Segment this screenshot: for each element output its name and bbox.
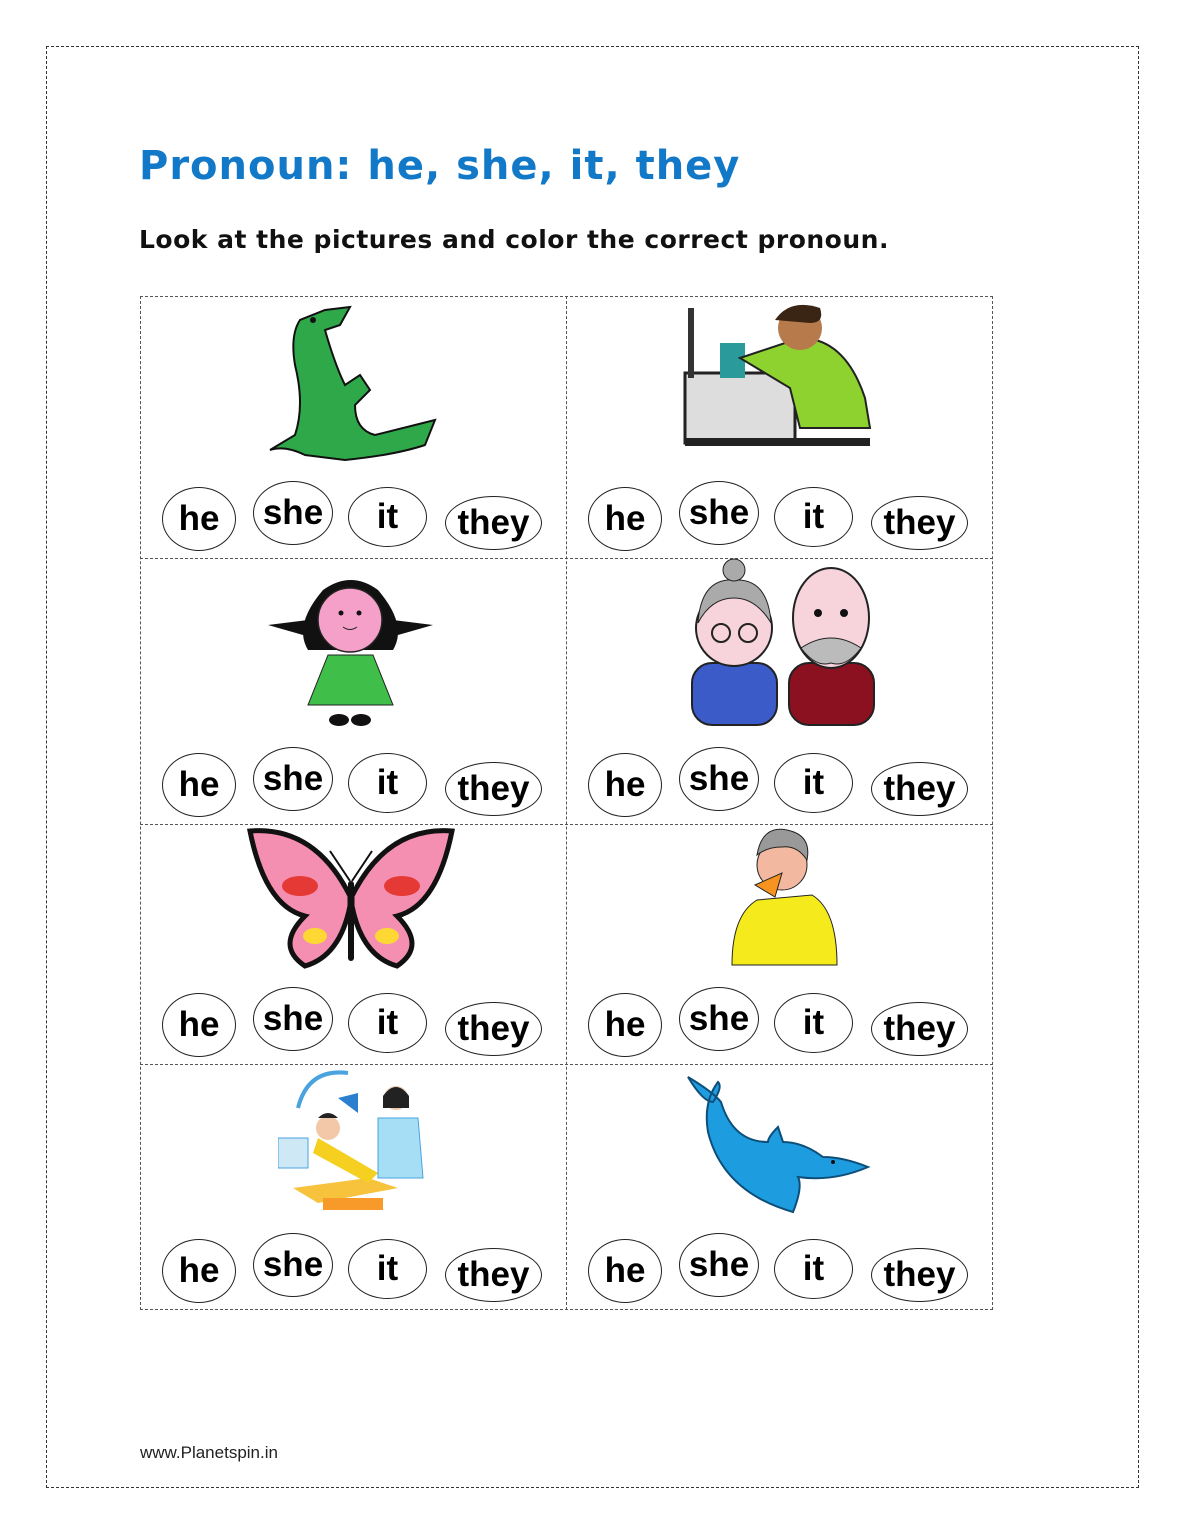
pronoun-option-she[interactable]: she	[679, 747, 759, 811]
pronoun-option-they[interactable]: they	[445, 1248, 542, 1302]
girl-icon	[263, 565, 438, 734]
pronoun-option-he[interactable]: he	[162, 1239, 236, 1303]
butterfly-icon	[245, 826, 457, 975]
pronoun-option-he[interactable]: he	[162, 753, 236, 817]
grid-divider	[140, 1064, 993, 1065]
pronoun-option-it[interactable]: it	[348, 753, 427, 813]
pronoun-option-she[interactable]: she	[253, 987, 333, 1051]
pronoun-option-they[interactable]: they	[445, 1002, 542, 1056]
pronoun-option-he[interactable]: he	[588, 753, 662, 817]
pronoun-option-it[interactable]: it	[348, 487, 427, 547]
pronoun-option-it[interactable]: it	[774, 1239, 853, 1299]
pronoun-option-they[interactable]: they	[871, 1002, 968, 1056]
pronoun-option-they[interactable]: they	[445, 496, 542, 550]
page-title: Pronoun: he, she, it, they	[139, 143, 741, 189]
pronoun-option-they[interactable]: they	[871, 496, 968, 550]
pronoun-option-it[interactable]: it	[348, 1239, 427, 1299]
pronoun-option-she[interactable]: she	[253, 481, 333, 545]
pronoun-option-she[interactable]: she	[679, 481, 759, 545]
pronoun-option-he[interactable]: he	[588, 487, 662, 551]
man-eating-pizza-icon	[727, 825, 840, 974]
pronoun-option-they[interactable]: they	[445, 762, 542, 816]
pronoun-option-she[interactable]: she	[253, 747, 333, 811]
pronoun-option-it[interactable]: it	[774, 487, 853, 547]
pronoun-option-she[interactable]: she	[253, 1233, 333, 1297]
pronoun-option-he[interactable]: he	[588, 993, 662, 1057]
pronoun-option-it[interactable]: it	[774, 753, 853, 813]
dentist-and-patient-icon	[278, 1068, 430, 1218]
pronoun-option-he[interactable]: he	[588, 1239, 662, 1303]
crocodile-icon	[265, 305, 440, 469]
pronoun-option-it[interactable]: it	[348, 993, 427, 1053]
pronoun-option-she[interactable]: she	[679, 987, 759, 1051]
dolphin-icon	[683, 1072, 875, 1221]
footer-url: www.Planetspin.in	[140, 1443, 278, 1462]
pronoun-option-it[interactable]: it	[774, 993, 853, 1053]
tailor-man-icon	[680, 298, 875, 452]
elderly-couple-icon	[686, 558, 878, 730]
pronoun-option-he[interactable]: he	[162, 993, 236, 1057]
grid-divider	[140, 824, 993, 825]
pronoun-option-they[interactable]: they	[871, 1248, 968, 1302]
instructions: Look at the pictures and color the correct pronoun.	[139, 225, 889, 254]
pronoun-option-they[interactable]: they	[871, 762, 968, 816]
pronoun-option-she[interactable]: she	[679, 1233, 759, 1297]
pronoun-option-he[interactable]: he	[162, 487, 236, 551]
grid-divider	[566, 296, 567, 1310]
